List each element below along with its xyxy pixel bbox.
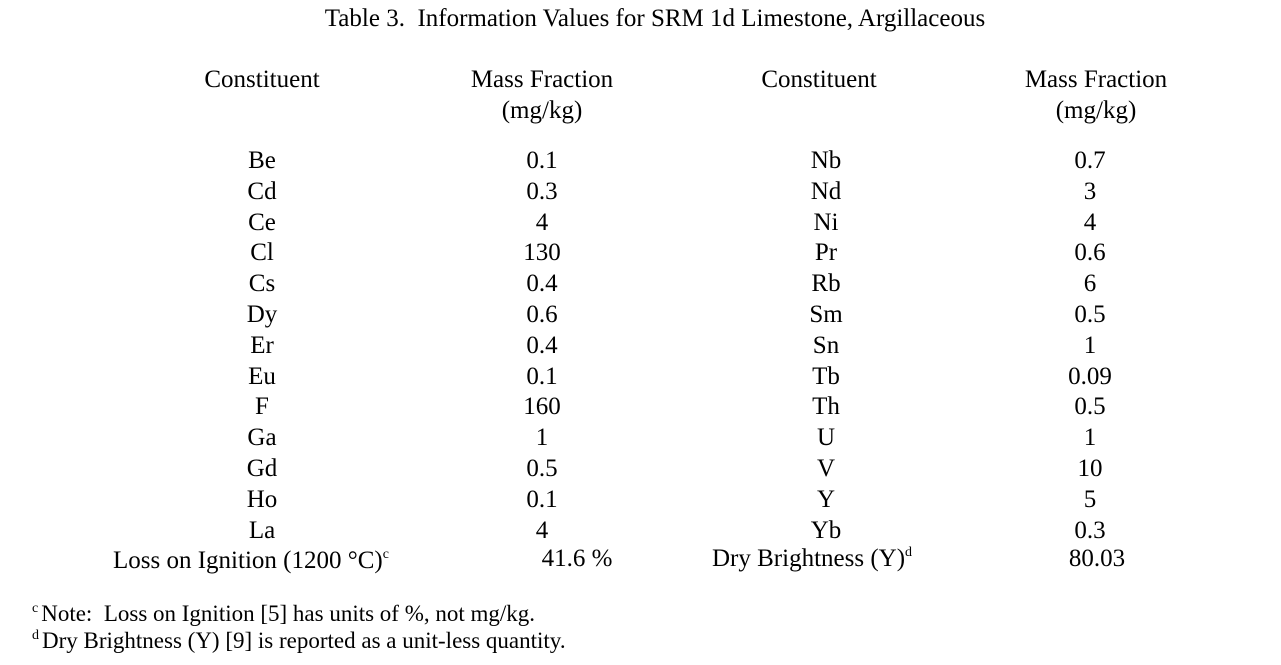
right-constituent-cell: Nd xyxy=(810,178,842,205)
header-unit-left-label: (mg/kg) xyxy=(501,97,583,124)
header-mass-fraction-right-label: Mass Fraction xyxy=(1024,66,1168,93)
left-mass-fraction-cell: 0.1 xyxy=(526,363,558,390)
right-constituent-cell: Ni xyxy=(813,209,839,236)
left-constituent-cell: Cl xyxy=(250,239,274,266)
left-constituent-cell: Cs xyxy=(248,270,276,297)
right-constituent-cell: Tb xyxy=(812,363,840,390)
right-constituent-cell: Sn xyxy=(812,332,840,359)
footnote-mark-c: c xyxy=(382,547,389,562)
right-mass-fraction-cell: 5 xyxy=(1083,486,1097,513)
footnote-d-text: Dry Brightness (Y) [9] is reported as a unit-less quantity. xyxy=(42,628,566,653)
left-mass-fraction-cell: 4 xyxy=(535,517,549,544)
right-constituent-cell: Nb xyxy=(810,147,842,174)
right-constituent-cell: Rb xyxy=(811,270,841,297)
right-constituent-cell: Yb xyxy=(810,517,842,544)
right-constituent-cell: V xyxy=(816,455,836,482)
right-constituent-cell: Y xyxy=(816,486,836,513)
footnote-d-mark: d xyxy=(32,628,39,643)
left-constituent-cell: Er xyxy=(250,332,274,359)
dry-brightness-text: Dry Brightness (Y) xyxy=(712,545,906,572)
right-constituent-cell: Th xyxy=(812,393,840,420)
left-constituent-cell: La xyxy=(248,517,276,544)
footnote-c-text: Note: Loss on Ignition [5] has units of %, not mg/kg. xyxy=(41,601,536,626)
left-constituent-cell: Gd xyxy=(246,455,278,482)
left-mass-fraction-cell: 130 xyxy=(523,239,561,266)
left-constituent-cell: Be xyxy=(248,147,276,174)
right-mass-fraction-cell: 0.5 xyxy=(1074,301,1106,328)
right-mass-fraction-cell: 1 xyxy=(1083,332,1097,359)
right-mass-fraction-cell: 0.5 xyxy=(1074,393,1106,420)
left-constituent-cell: Dy xyxy=(246,301,278,328)
header-mass-fraction-left-label: Mass Fraction xyxy=(470,66,614,93)
footnote-c-mark: c xyxy=(32,601,39,616)
right-mass-fraction-cell: 0.6 xyxy=(1074,239,1106,266)
left-constituent-cell: F xyxy=(255,393,269,420)
right-mass-fraction-cell: 0.09 xyxy=(1068,363,1112,390)
left-mass-fraction-cell: 1 xyxy=(535,424,549,451)
right-mass-fraction-cell: 3 xyxy=(1083,178,1097,205)
dry-brightness-label xyxy=(712,543,912,578)
left-mass-fraction-cell: 0.4 xyxy=(526,270,558,297)
header-constituent-left-label: Constituent xyxy=(204,66,320,93)
header-constituent-right-label: Constituent xyxy=(761,66,877,93)
right-mass-fraction-cell: 6 xyxy=(1083,270,1097,297)
right-constituent-cell: U xyxy=(816,424,836,451)
left-mass-fraction-cell: 0.5 xyxy=(526,455,558,482)
left-mass-fraction-cell: 0.6 xyxy=(526,301,558,328)
header-constituent-right xyxy=(761,64,876,95)
right-constituent-cell: Sm xyxy=(809,301,843,328)
loss-on-ignition-text: Loss on Ignition (1200 °C) xyxy=(113,547,383,574)
left-mass-fraction-cell: 0.1 xyxy=(526,486,558,513)
left-constituent-cell: Eu xyxy=(248,363,276,390)
left-mass-fraction-cell: 0.3 xyxy=(526,178,558,205)
left-constituent-cell: Ga xyxy=(247,424,277,451)
header-constituent-left xyxy=(204,64,319,95)
left-constituent-cell: Ce xyxy=(248,209,276,236)
left-mass-fraction-cell: 0.4 xyxy=(526,332,558,359)
header-unit-right-label: (mg/kg) xyxy=(1055,97,1137,124)
header-mass-fraction-right xyxy=(1025,64,1167,126)
right-mass-fraction-cell: 10 xyxy=(1077,455,1103,482)
right-mass-fraction-cell: 1 xyxy=(1083,424,1097,451)
loss-on-ignition-value: 41.6 % xyxy=(541,545,613,572)
right-mass-fraction-cell: 4 xyxy=(1083,209,1097,236)
header-mass-fraction-left xyxy=(471,64,613,126)
left-constituent-cell: Cd xyxy=(247,178,277,205)
left-constituent-cell: Ho xyxy=(246,486,278,513)
left-mass-fraction-cell: 0.1 xyxy=(526,147,558,174)
table-title: Table 3. Information Values for SRM 1d Limestone, Argillaceous xyxy=(324,5,986,32)
footnote-d xyxy=(32,627,566,659)
right-constituent-cell: Pr xyxy=(814,239,838,266)
left-mass-fraction-cell: 160 xyxy=(523,393,561,420)
left-mass-fraction-cell: 4 xyxy=(535,209,549,236)
dry-brightness-value: 80.03 xyxy=(1068,545,1126,572)
right-mass-fraction-cell: 0.7 xyxy=(1074,147,1106,174)
right-mass-fraction-cell: 0.3 xyxy=(1074,517,1106,544)
footnote-mark-d: d xyxy=(905,545,913,560)
loss-on-ignition-label xyxy=(113,545,389,580)
